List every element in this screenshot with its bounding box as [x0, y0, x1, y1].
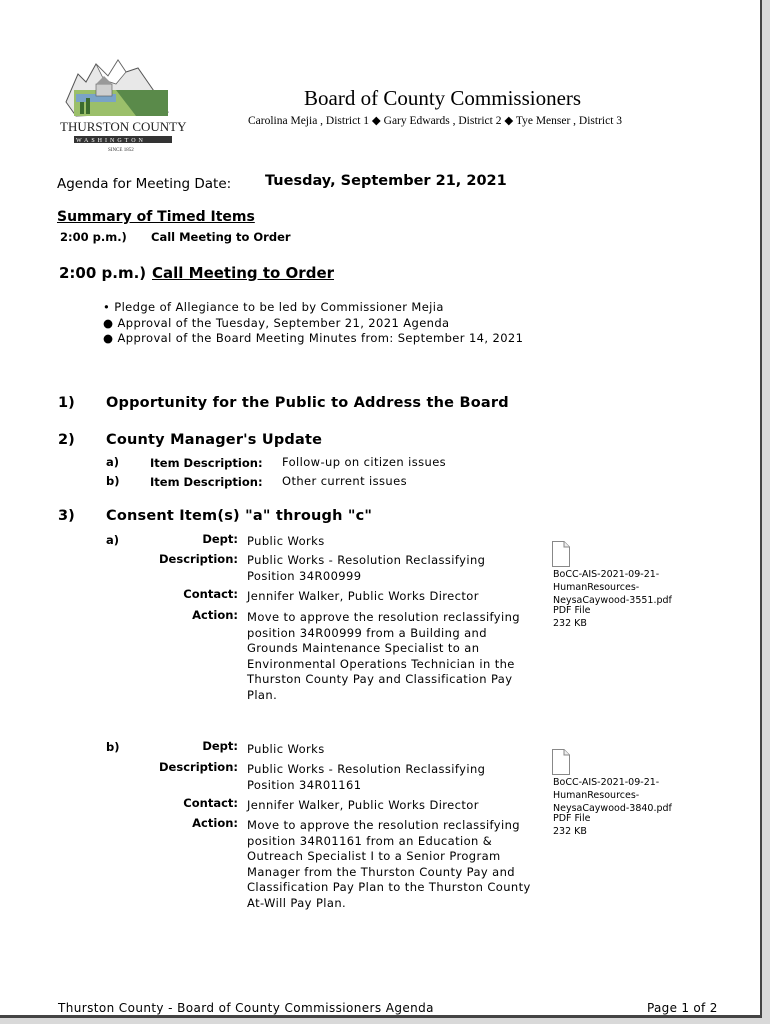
dept-value: Public Works: [247, 742, 325, 756]
attachment-filename[interactable]: BoCC-AIS-2021-09-21- HumanResources- NeysaCaywood-3551.pdf: [553, 569, 672, 606]
item-description-label: Item Description:: [150, 456, 263, 470]
section-time: 2:00 p.m.): [59, 264, 147, 282]
footer-title: Thurston County - Board of County Commissioners Agenda: [58, 1001, 434, 1015]
attachment-type: PDF File: [553, 813, 591, 824]
sub-item-letter: b): [106, 474, 120, 488]
sub-item-letter: b): [106, 740, 120, 754]
description-label: Description:: [159, 760, 238, 774]
dept-value: Public Works: [247, 534, 325, 548]
action-label: Action:: [192, 816, 238, 830]
agenda-date-label: Agenda for Meeting Date:: [57, 176, 232, 192]
item-number: 2): [58, 432, 75, 448]
item-title: Consent Item(s) "a" through "c": [106, 508, 373, 524]
logo-text: THURSTON COUNTY: [60, 119, 187, 134]
item-description-label: Item Description:: [150, 475, 263, 489]
description-value: Public Works - Resolution Reclassifying Position 34R01161: [247, 762, 486, 792]
item-title: County Manager's Update: [106, 432, 323, 448]
board-title: Board of County Commissioners: [304, 86, 582, 110]
item-description-value: Other current issues: [282, 474, 407, 488]
agenda-date-value: Tuesday, September 21, 2021: [265, 173, 507, 189]
action-value: Move to approve the resolution reclassifying position 34R01161 from an Education & Outreach Specialist I to a Senior Program Manager from the Thurston County Pay and Classification Pay Plan to the Thurston County At-Will Pay Plan.: [247, 818, 531, 910]
action-label: Action:: [192, 608, 238, 622]
action-value: Move to approve the resolution reclassifying position 34R00999 from a Building and Grounds Maintenance Specialist to an Environmental Operations Technician in the Thurston County Pay and Classification Pay Plan.: [247, 610, 520, 702]
sub-item-letter: a): [106, 533, 120, 547]
dept-label: Dept:: [202, 739, 238, 753]
summary-title: Summary of Timed Items: [57, 209, 255, 225]
attachment-size: 232 KB: [553, 618, 587, 629]
item-number: 3): [58, 508, 75, 524]
sub-item-letter: a): [106, 455, 120, 469]
attachment-type: PDF File: [553, 605, 591, 616]
pdf-file-icon[interactable]: [552, 749, 570, 775]
description-label: Description:: [159, 552, 238, 566]
timed-item-title: Call Meeting to Order: [151, 230, 291, 244]
bullet-item: ● Approval of the Board Meeting Minutes from: September 14, 2021: [103, 331, 524, 345]
attachment-filename[interactable]: BoCC-AIS-2021-09-21- HumanResources- NeysaCaywood-3840.pdf: [553, 777, 672, 814]
logo-since: SINCE 1852: [108, 148, 134, 153]
pdf-file-icon[interactable]: [552, 541, 570, 567]
bullet-item: • Pledge of Allegiance to be led by Commissioner Mejia: [103, 300, 444, 314]
timed-item-time: 2:00 p.m.): [60, 230, 127, 244]
logo-subtext: WASHINGTON: [76, 138, 146, 144]
contact-value: Jennifer Walker, Public Works Director: [247, 589, 479, 603]
item-number: 1): [58, 395, 75, 411]
item-description-value: Follow-up on citizen issues: [282, 455, 447, 469]
thurston-county-logo: [56, 54, 196, 159]
contact-label: Contact:: [183, 796, 238, 810]
section-title: Call Meeting to Order: [152, 264, 335, 282]
description-value: Public Works - Resolution Reclassifying Position 34R00999: [247, 553, 486, 583]
contact-value: Jennifer Walker, Public Works Director: [247, 798, 479, 812]
commissioners-line: Carolina Mejia , District 1 ◆ Gary Edwards , District 2 ◆ Tye Menser , District 3: [248, 115, 623, 127]
contact-label: Contact:: [183, 587, 238, 601]
attachment-size: 232 KB: [553, 826, 587, 837]
page-number: Page 1 of 2: [647, 1001, 718, 1015]
item-title: Opportunity for the Public to Address the Board: [106, 395, 509, 411]
bullet-item: ● Approval of the Tuesday, September 21, 2021 Agenda: [103, 316, 450, 330]
dept-label: Dept:: [202, 532, 238, 546]
